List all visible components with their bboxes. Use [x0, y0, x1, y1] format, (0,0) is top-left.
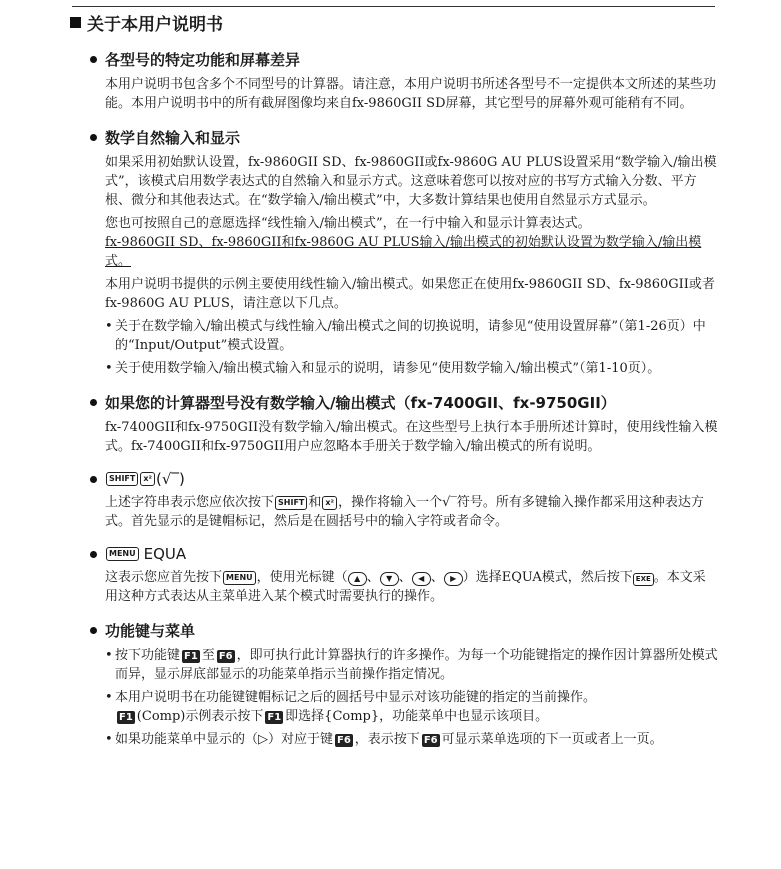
- paragraph-underlined: fx-9860GII SD、fx-9860GII和fx-9860G AU PLUS输入/输出模式的初始默认设置为数学输入/输出模式。: [105, 235, 702, 269]
- bullet-icon: [90, 476, 97, 483]
- shift-key-icon: SHIFT: [275, 496, 307, 510]
- section-function-keys: [90, 620, 718, 749]
- f1-key-icon: F1: [119, 712, 133, 723]
- down-arrow-icon: ▼: [380, 572, 399, 586]
- list-item: • 关于在数学输入/输出模式与线性输入/输出模式之间的切换说明，请参见“使用设置屏幕”（第1-26页）中的“Input/Output”模式设置。: [105, 319, 706, 353]
- paragraph: 这表示您应首先按下 MENU ，使用光标键（ ▲ 、 ▼ 、 ◀ 、 ▶ ）选择EQUA模式，然后按下 EXE 。本文采用这种方式表达从主菜单进入某个模式时需要执行的操作。: [105, 570, 706, 604]
- bullet-icon: [90, 56, 97, 63]
- paragraph: 上述字符串表示您应依次按下 SHIFT 和 x² ，操作将输入一个√‾符号。所有多键输入操作都采用这种表达方式。首先显示的是键帽标记，然后是在圆括号中的输入字符或者命令。: [105, 495, 704, 529]
- left-arrow-icon: ◀: [412, 572, 431, 586]
- section-shift-key: SHIFT x² (√‾) 上述字符串表示您应依次按下 SHIFT 和 x² ，操作将输入一个√‾符号。所有多键输入操作都采用这种表达方式。首先显示的是键帽标记，然后是在圆括号中的输入字符或者命令。: [90, 470, 718, 531]
- exe-key-icon: EXE: [633, 573, 654, 586]
- paragraph: 本用户说明书提供的示例主要使用线性输入/输出模式。如果您正在使用fx-9860GII SD、fx-9860GII或者fx-9860G AU PLUS，请注意以下几点。: [105, 277, 715, 311]
- bullet-icon: [90, 134, 97, 141]
- f6-key-icon: F6: [218, 651, 233, 662]
- square-bullet-icon: [70, 17, 81, 28]
- list-item: • 本用户说明书在功能键键帽标记之后的圆括号中显示对该功能键的指定的当前操作。 F1 (Comp)示例表示按下 F1 即选择{Comp}，功能菜单中也显示该项目。: [105, 690, 597, 724]
- paragraph: 如果采用初始默认设置，fx-9860GII SD、fx-9860GII或fx-9860G AU PLUS设置采用“数学输入/输出模式”，该模式启用数学表达式的自然输入和显示方式。这意味着您可以按对应的书写方式输入分数、平方根、微分和其他表达式。在“数学输入/输出模式”中，大多数计算结果也使用自然显示方式显示。: [105, 155, 717, 208]
- bullet-icon: [90, 399, 97, 406]
- section-title: 数学自然输入和显示: [105, 129, 241, 147]
- list-item: • 关于使用数学输入/输出模式输入和显示的说明，请参见“使用数学输入/输出模式”（第1-10页）。: [105, 361, 661, 376]
- square-key-icon: x²: [322, 496, 337, 510]
- bullet-icon: [90, 551, 97, 558]
- section-menu-key: MENU EQUA 这表示您应首先按下 MENU ，使用光标键（ ▲ 、 ▼ 、 ◀ 、 ▶ ）选择EQUA模式，然后按下 EXE 。本文采用这种方式表达从主菜单进入某个模式时需要执行的操作。: [90, 545, 718, 606]
- section-model-differences: [90, 49, 718, 113]
- section-title: 如果您的计算器型号没有数学输入/输出模式（fx-7400GII、fx-9750GII）: [105, 394, 616, 412]
- list-item: • 如果功能菜单中显示的（▷）对应于键 F6 ，表示按下 F6 可显示菜单选项的下一页或者上一页。: [105, 732, 663, 747]
- menu-key-icon: MENU: [106, 547, 139, 561]
- document-page: [70, 10, 718, 763]
- f1-key-icon: F1: [184, 651, 198, 662]
- f6-key-icon: F6: [337, 735, 351, 746]
- f6-key-icon: F6: [423, 735, 438, 746]
- section-natural-display: [90, 127, 718, 378]
- square-key-icon: x²: [140, 472, 155, 486]
- section-title: 功能键与菜单: [105, 622, 196, 640]
- top-rule: [72, 6, 715, 7]
- list-item: • 按下功能键 F1 至 F6 ，即可执行此计算器执行的许多操作。为每一个功能键指定的操作因计算器所处模式而异，显示屏底部显示的功能菜单指示当前操作指定情况。: [105, 648, 718, 682]
- menu-key-icon: MENU: [223, 571, 256, 585]
- paragraph: 您也可按照自己的意愿选择“线性输入/输出模式”，在一行中输入和显示计算表达式。: [105, 216, 591, 231]
- shift-key-icon: SHIFT: [106, 472, 138, 486]
- paragraph: 本用户说明书包含多个不同型号的计算器。请注意，本用户说明书所述各型号不一定提供本文所述的某些功能。本用户说明书中的所有截屏图像均来自fx-9860GII SD屏幕，其它型号的屏幕外观可能稍有不同。: [105, 77, 717, 111]
- right-arrow-icon: ▶: [444, 572, 463, 586]
- up-arrow-icon: ▲: [348, 572, 367, 586]
- main-title: 关于本用户说明书: [70, 10, 718, 35]
- f1-key-icon: F1: [267, 712, 282, 723]
- bullet-icon: [90, 627, 97, 634]
- section-title: 各型号的特定功能和屏幕差异: [105, 51, 301, 69]
- section-no-math-mode: [90, 392, 718, 456]
- paragraph: fx-7400GII和fx-9750GII没有数学输入/输出模式。在这些型号上执行本手册所述计算时，使用线性输入模式。fx-7400GII和fx-9750GII用户应忽略本手册关于数学输入/输出模式的所有说明。: [105, 420, 718, 454]
